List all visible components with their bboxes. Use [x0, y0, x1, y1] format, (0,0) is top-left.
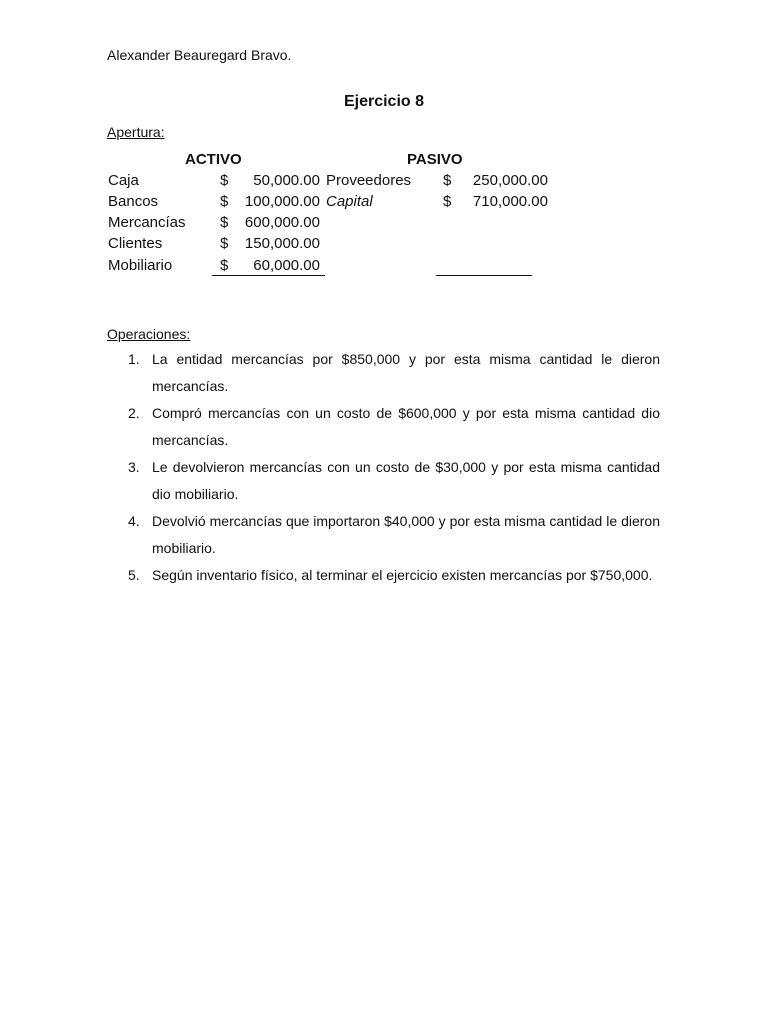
activo-label: Clientes [108, 235, 163, 252]
list-item [0, 562, 768, 589]
pasivo-total-underline [436, 275, 532, 276]
pasivo-amount-cell [458, 193, 548, 210]
currency-sign: $ [220, 235, 229, 252]
pasivo-label: Proveedores [326, 172, 412, 189]
pasivo-label: Capital [326, 193, 373, 210]
balance-row [0, 193, 768, 214]
item-number: 4. [128, 513, 140, 529]
exercise-title: Ejercicio 8 [343, 93, 425, 110]
currency-sign: $ [443, 193, 452, 210]
pasivo-amount-cell [458, 172, 548, 189]
currency-sign: $ [220, 172, 229, 189]
balance-row [0, 172, 768, 193]
operaciones-label: Operaciones: [107, 326, 191, 342]
item-text: Devolvió mercancías que importaron $40,000 y por esta misma cantidad le dieron mobiliario. [152, 513, 660, 556]
currency-sign: $ [220, 257, 229, 274]
activo-amount: 600,000.00 [244, 214, 320, 231]
list-item [0, 400, 768, 454]
pasivo-header: PASIVO [407, 151, 463, 168]
activo-label: Caja [108, 172, 139, 189]
pasivo-amount: 250,000.00 [472, 172, 548, 189]
item-text: Según inventario físico, al terminar el ejercicio existen mercancías por $750,000. [152, 567, 653, 583]
pasivo-amount: 710,000.00 [472, 193, 548, 210]
item-number: 2. [128, 405, 140, 421]
item-number: 3. [128, 459, 140, 475]
activo-label: Mercancías [108, 214, 186, 231]
item-text: Le devolvieron mercancías con un costo de $30,000 y por esta misma cantidad dio mobiliario. [152, 459, 660, 502]
apertura-label: Apertura: [107, 124, 165, 140]
list-item [0, 346, 768, 400]
list-item [0, 508, 768, 562]
activo-total-underline [212, 275, 325, 276]
currency-sign: $ [443, 172, 452, 189]
activo-label: Bancos [108, 193, 159, 210]
operations-list [0, 346, 768, 589]
activo-amount: 60,000.00 [253, 257, 320, 274]
balance-row [0, 257, 768, 278]
activo-header: ACTIVO [185, 151, 242, 168]
currency-sign: $ [220, 193, 229, 210]
item-text: La entidad mercancías por $850,000 y por esta misma cantidad le dieron mercancías. [152, 351, 660, 394]
list-item [0, 454, 768, 508]
balance-row [0, 235, 768, 256]
activo-amount: 50,000.00 [253, 172, 320, 189]
item-number: 1. [128, 351, 140, 367]
activo-amount: 150,000.00 [244, 235, 320, 252]
activo-label: Mobiliario [108, 257, 173, 274]
author-name: Alexander Beauregard Bravo. [107, 47, 292, 63]
currency-sign: $ [220, 214, 229, 231]
balance-row [0, 214, 768, 235]
item-text: Compró mercancías con un costo de $600,000 y por esta misma cantidad dio mercancías. [152, 405, 660, 448]
item-number: 5. [128, 567, 140, 583]
activo-amount: 100,000.00 [244, 193, 320, 210]
